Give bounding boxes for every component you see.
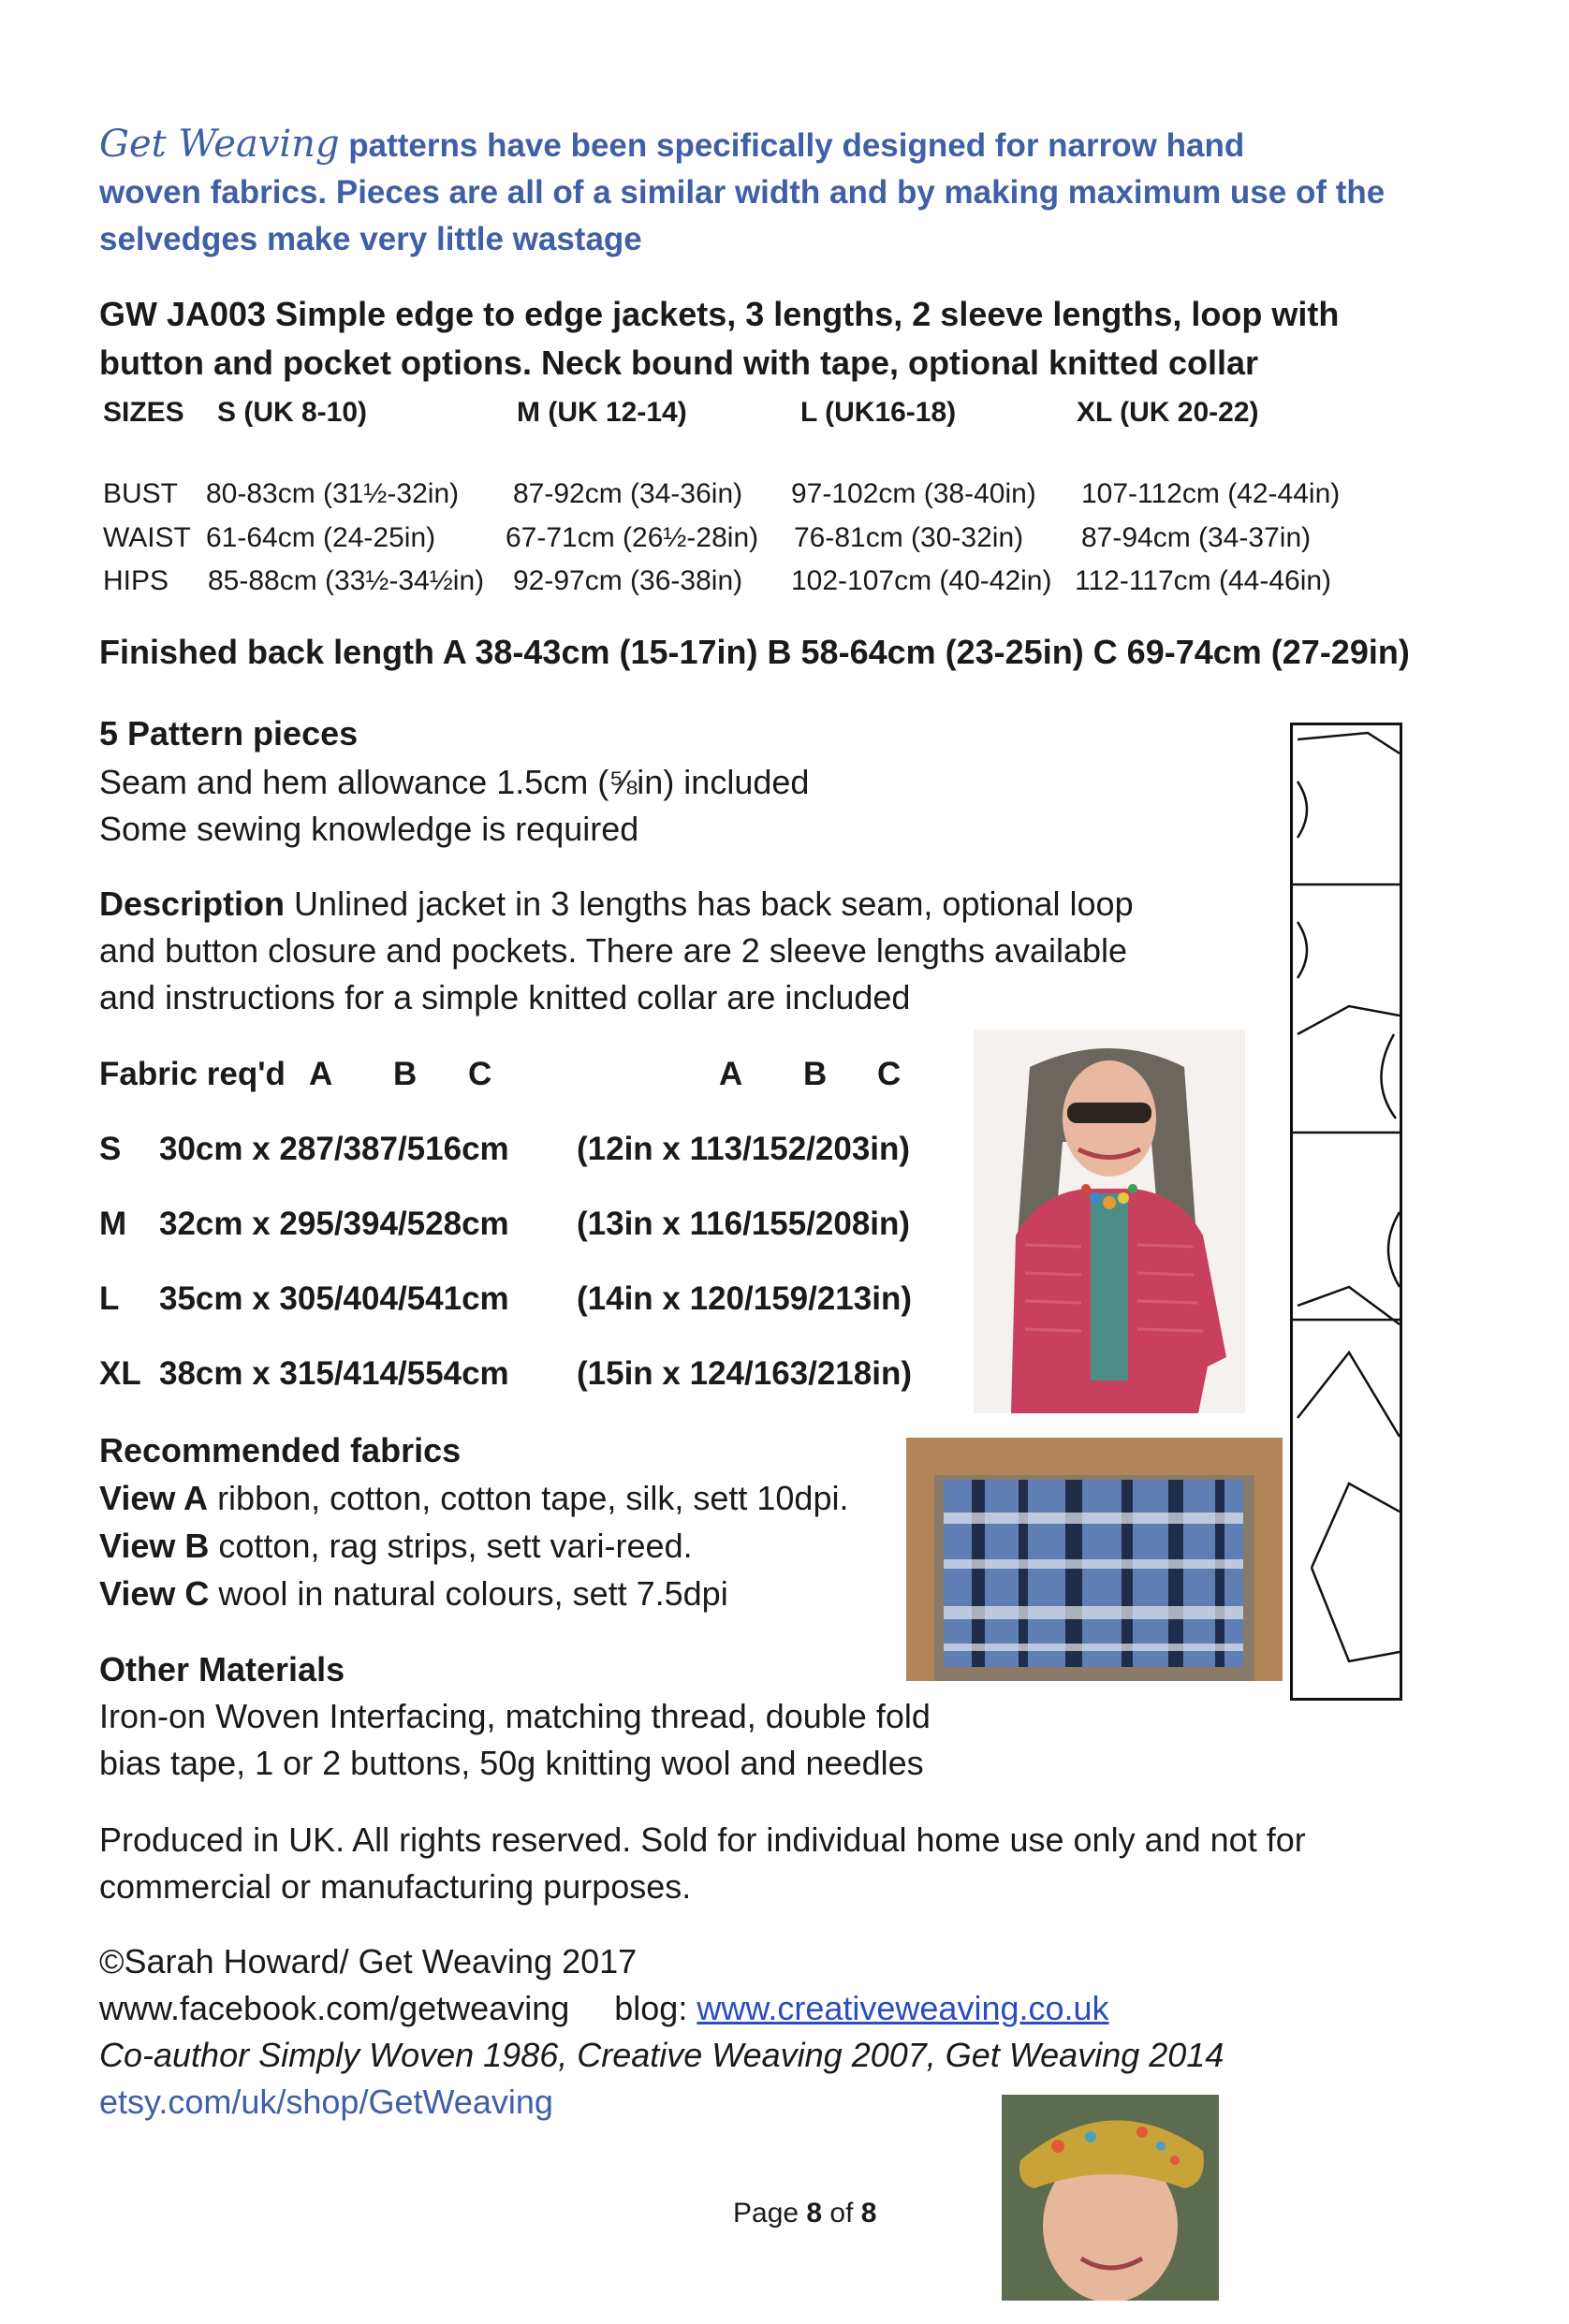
- size-col-s: S (UK 8-10): [217, 397, 368, 428]
- page-of: of: [822, 2198, 861, 2229]
- waist-xl: 87-94cm (34-37in): [1081, 522, 1312, 553]
- sizes-label: SIZES: [103, 397, 184, 428]
- size-col-m: M (UK 12-14): [517, 397, 687, 428]
- fabric-cm-xl: 38cm x 315/414/554cm: [159, 1355, 509, 1392]
- other-materials-heading: Other Materials: [99, 1650, 345, 1688]
- page-number: [733, 2198, 876, 2229]
- size-col-xl: XL (UK 20-22): [1077, 397, 1259, 428]
- fabric-col-a-in: A: [719, 1056, 743, 1092]
- fabric-col-c-in: C: [877, 1056, 902, 1092]
- facebook-link[interactable]: www.facebook.com/getweaving: [99, 1989, 570, 2027]
- fabric-col-b-in: B: [803, 1056, 828, 1092]
- fabric-cm-s: 30cm x 287/387/516cm: [159, 1131, 509, 1167]
- hips-s: 85-88cm (33½-34½in): [208, 565, 485, 596]
- pattern-title-line-2: button and pocket options. Neck bound with tape, optional knitted collar: [99, 343, 1259, 382]
- fabric-col-a: A: [309, 1056, 333, 1092]
- bust-label: BUST: [103, 478, 179, 509]
- waist-m: 67-71cm (26½-28in): [506, 522, 759, 553]
- view-c-text: wool in natural colours, sett 7.5dpi: [209, 1574, 728, 1613]
- other-materials-line-2: bias tape, 1 or 2 buttons, 50g knitting wool and needles: [99, 1744, 924, 1782]
- jacket-model-illustration: [974, 1030, 1245, 1413]
- description-line-2: and button closure and pockets. There are 2 sleeve lengths available: [99, 931, 1128, 970]
- fabric-size-xl: XL: [99, 1355, 141, 1392]
- fabric-size-l: L: [99, 1280, 120, 1317]
- author-photo: [1002, 2095, 1219, 2301]
- coauthor-text: Co-author Simply Woven 1986, Creative Weaving 2007, Get Weaving 2014: [99, 2036, 1224, 2074]
- description-text: Unlined jacket in 3 lengths has back seam, optional loop: [285, 884, 1134, 923]
- view-c-label: View C: [99, 1574, 210, 1613]
- blog-label: blog:: [614, 1989, 697, 2027]
- waist-l: 76-81cm (30-32in): [794, 522, 1024, 553]
- blog-link[interactable]: www.creativeweaving.co.uk: [697, 1989, 1109, 2027]
- view-b-line: [99, 1522, 693, 1570]
- fabric-in-l: (14in x 120/159/213in): [577, 1280, 912, 1317]
- waist-label: WAIST: [103, 522, 191, 553]
- hips-label: HIPS: [103, 565, 169, 596]
- page-total: 8: [860, 2198, 877, 2229]
- size-col-l: L (UK16-18): [800, 397, 957, 428]
- bust-s: 80-83cm (31½-32in): [206, 478, 460, 509]
- finished-back-length: Finished back length A 38-43cm (15-17in) B 58-64cm (23-25in) C 69-74cm (27-29in): [99, 633, 1410, 671]
- description-line-3: and instructions for a simple knitted collar are included: [99, 978, 911, 1016]
- view-c-line: [99, 1570, 728, 1617]
- fabric-size-s: S: [99, 1131, 122, 1167]
- view-b-text: cotton, rag strips, sett vari-reed.: [209, 1527, 693, 1565]
- copyright-text: ©Sarah Howard/ Get Weaving 2017: [99, 1942, 638, 1981]
- intro-line-2: woven fabrics. Pieces are all of a similar width and by making maximum use of the: [99, 174, 1386, 211]
- intro-line-1: [99, 120, 1244, 170]
- description-line-1: [99, 880, 1134, 928]
- jacket-model-photo: [974, 1030, 1245, 1413]
- pattern-title-line-1: GW JA003 Simple edge to edge jackets, 3 lengths, 2 sleeve lengths, loop with: [99, 295, 1340, 333]
- view-a-label: View A: [99, 1479, 209, 1517]
- fabric-cm-l: 35cm x 305/404/541cm: [159, 1280, 509, 1317]
- intro-text: patterns have been specifically designed for narrow hand: [339, 127, 1245, 164]
- fabric-size-m: M: [99, 1206, 127, 1242]
- pattern-pieces-drawing: [1293, 725, 1400, 1698]
- brand-name: Get Weaving: [99, 123, 340, 166]
- fabric-in-xl: (15in x 124/163/218in): [577, 1355, 912, 1392]
- loom-illustration: [906, 1438, 1283, 1681]
- bust-l: 97-102cm (38-40in): [791, 478, 1036, 509]
- other-materials-line-1: Iron-on Woven Interfacing, matching thread, double fold: [99, 1697, 931, 1735]
- description-label: Description: [99, 884, 286, 923]
- etsy-link[interactable]: etsy.com/uk/shop/GetWeaving: [99, 2083, 553, 2121]
- fabric-in-s: (12in x 113/152/203in): [577, 1131, 911, 1167]
- contact-line: [99, 1984, 1109, 2032]
- hips-m: 92-97cm (36-38in): [513, 565, 743, 596]
- bust-xl: 107-112cm (42-44in): [1081, 478, 1341, 509]
- author-illustration: [1002, 2095, 1219, 2301]
- intro-line-3: selvedges make very little wastage: [99, 221, 642, 257]
- view-a-line: [99, 1474, 848, 1522]
- rights-line-1: Produced in UK. All rights reserved. Sold for individual home use only and not for: [99, 1820, 1306, 1859]
- sewing-knowledge-text: Some sewing knowledge is required: [99, 810, 639, 848]
- page-prefix: Page: [733, 2198, 807, 2229]
- fabric-in-m: (13in x 116/155/208in): [577, 1206, 911, 1242]
- page-current: 8: [806, 2198, 823, 2229]
- hips-xl: 112-117cm (44-46in): [1075, 565, 1332, 596]
- fabric-col-b: B: [393, 1056, 418, 1092]
- waist-s: 61-64cm (24-25in): [206, 522, 436, 553]
- fabric-col-c: C: [468, 1056, 492, 1092]
- pattern-pieces-diagram: [1290, 723, 1402, 1701]
- fabric-reqd-label: Fabric req'd: [99, 1056, 286, 1092]
- bust-m: 87-92cm (34-36in): [513, 478, 743, 509]
- rights-line-2: commercial or manufacturing purposes.: [99, 1867, 692, 1906]
- recommended-fabrics-heading: Recommended fabrics: [99, 1431, 462, 1469]
- loom-fabric-photo: [906, 1438, 1283, 1681]
- view-a-text: ribbon, cotton, cotton tape, silk, sett 10dpi.: [208, 1479, 849, 1517]
- hips-l: 102-107cm (40-42in): [791, 565, 1052, 596]
- view-b-label: View B: [99, 1527, 210, 1565]
- fabric-cm-m: 32cm x 295/394/528cm: [159, 1206, 509, 1242]
- seam-allowance-text: Seam and hem allowance 1.5cm (⅝in) included: [99, 763, 810, 801]
- pattern-pieces-heading: 5 Pattern pieces: [99, 714, 359, 753]
